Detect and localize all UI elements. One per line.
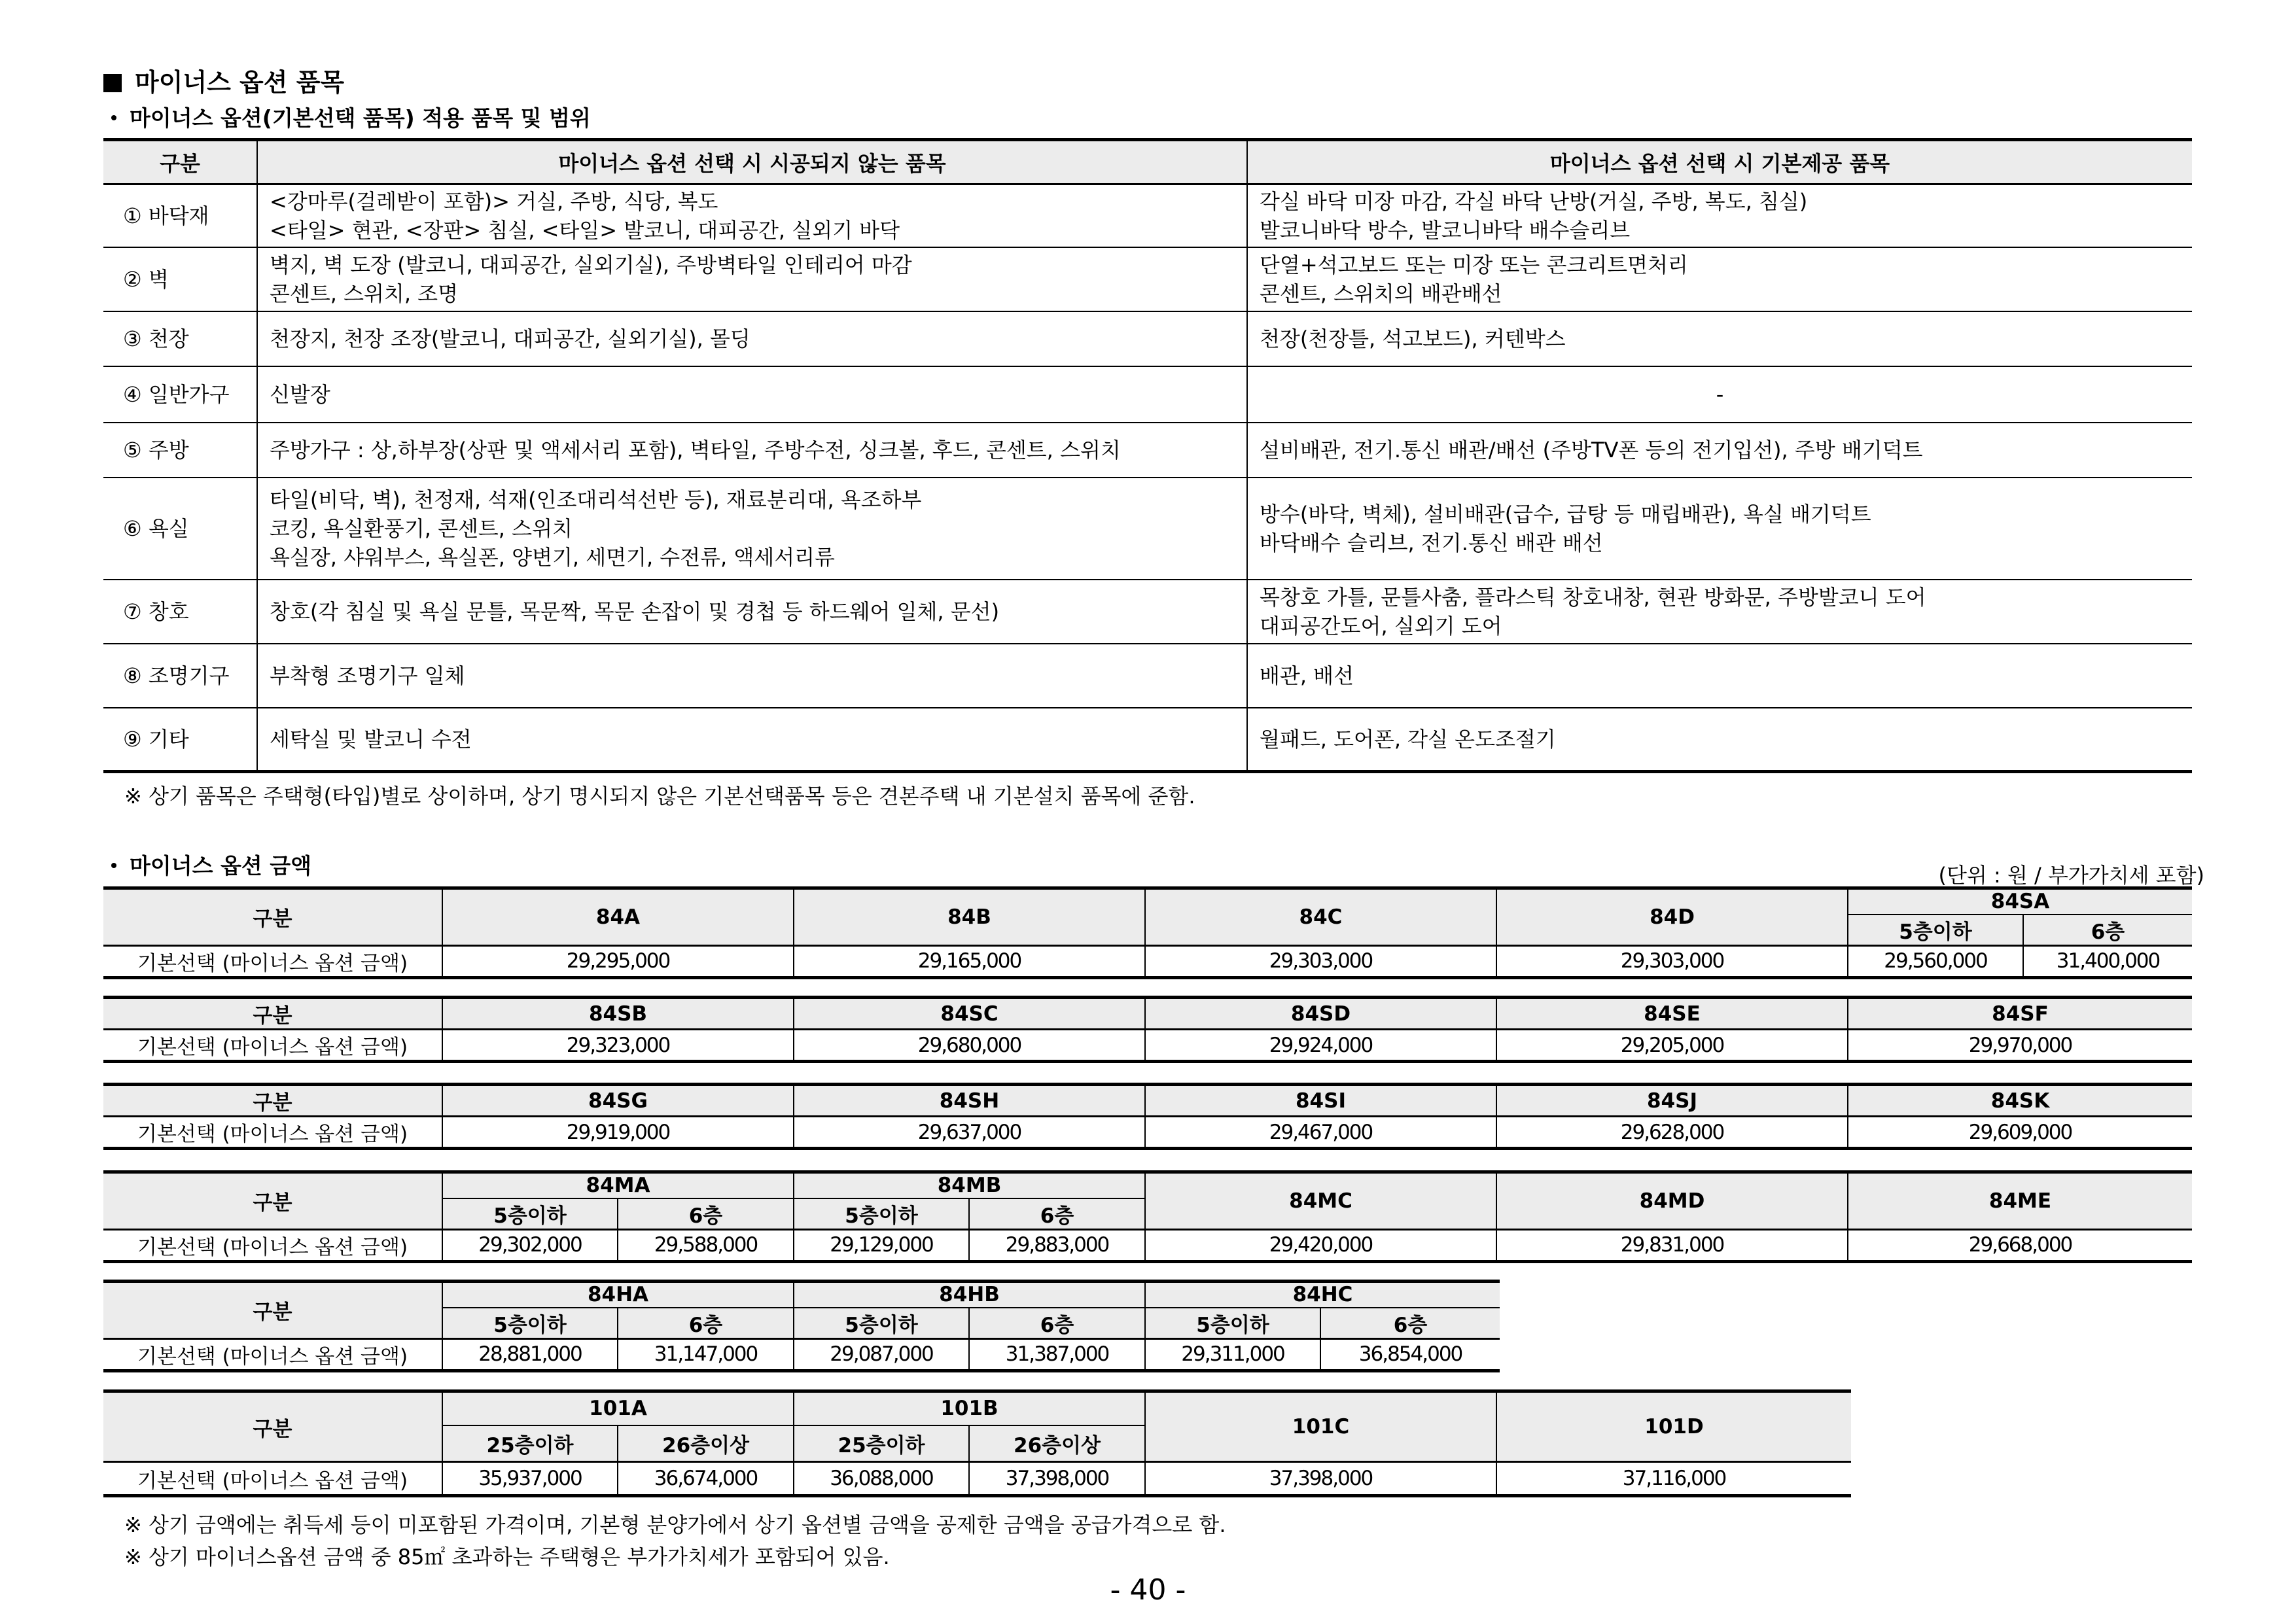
value-84si: 29,467,000	[1145, 1117, 1496, 1149]
value-84hb-6-floor: 31,387,000	[969, 1338, 1145, 1370]
provided-items-cell	[1247, 644, 2192, 708]
value-84sh: 29,637,000	[794, 1117, 1145, 1149]
sub-26-floor-or-above: 26층이상	[618, 1425, 794, 1462]
price-table-6	[103, 1389, 1851, 1497]
price-table-5-value-row	[103, 1338, 1500, 1370]
square-bullet-icon	[103, 74, 122, 92]
value-84sd: 29,924,000	[1145, 1030, 1496, 1062]
price-table-5-type-row	[103, 1282, 1500, 1308]
gubun-header: 구분	[103, 1172, 442, 1230]
price-note-2: ※ 상기 마이너스옵션 금액 중 85㎡ 초과하는 주택형은 부가가치세가 포함되어 있음.	[124, 1544, 890, 1569]
provided-items-cell	[1247, 366, 2192, 423]
row-label: 기본선택 (마이너스 옵션 금액)	[103, 1030, 442, 1062]
type-84sh: 84SH	[794, 1085, 1145, 1117]
price-table-4	[103, 1170, 2192, 1263]
items-row	[103, 366, 2192, 423]
type-101d: 101D	[1496, 1391, 1851, 1462]
provided-item-line: 대피공간도어, 실외기 도어	[1260, 613, 1502, 638]
excluded-item-line: <타일> 현관, <장판> 침실, <타일> 발코니, 대피공간, 실외기 바닥	[270, 217, 900, 243]
type-84sc: 84SC	[794, 998, 1145, 1030]
value-84mc: 29,420,000	[1145, 1229, 1496, 1261]
excluded-item-line: 주방가구 : 상,하부장(상판 및 액세서리 포함), 벽타일, 주방수전, 싱크볼, 후드, 콘센트, 스위치	[270, 437, 1121, 462]
excluded-item-line: <강마루(걸레받이 포함)> 거실, 주방, 식당, 복도	[270, 188, 718, 214]
price-table-2-type-row	[103, 998, 2192, 1030]
provided-item-line: 목창호 가틀, 문틀사춤, 플라스틱 창호내창, 현관 방화문, 주방발코니 도어	[1260, 584, 1926, 610]
excluded-item-line: 벽지, 벽 도장 (발코니, 대피공간, 실외기실), 주방벽타일 인테리어 마감	[270, 252, 912, 277]
items-note: ※ 상기 품목은 주택형(타입)별로 상이하며, 상기 명시되지 않은 기본선택품목 등은 견본주택 내 기본설치 품목에 준함.	[124, 784, 1195, 809]
items-row-label: ⑨ 기타	[103, 708, 257, 772]
price-table-3	[103, 1083, 2192, 1150]
excluded-item-line: 세탁실 및 발코니 수전	[270, 726, 472, 752]
value-84d: 29,303,000	[1496, 945, 1848, 977]
value-84sj: 29,628,000	[1496, 1117, 1848, 1149]
excluded-items-cell	[257, 311, 1247, 366]
type-84me: 84ME	[1848, 1172, 2192, 1230]
sub-6-floor: 6층	[1320, 1308, 1500, 1339]
items-header-provided: 마이너스 옵션 선택 시 기본제공 품목	[1247, 140, 2192, 184]
price-table-4-type-row	[103, 1172, 2192, 1198]
sub-6-floor: 6층	[969, 1198, 1145, 1230]
items-row-label: ⑥ 욕실	[103, 478, 257, 580]
type-84si: 84SI	[1145, 1085, 1496, 1117]
type-84b: 84B	[794, 888, 1145, 946]
items-row-label: ④ 일반가구	[103, 366, 257, 423]
gubun-header: 구분	[103, 1391, 442, 1462]
type-101a: 101A	[442, 1391, 794, 1425]
provided-items-cell	[1247, 478, 2192, 580]
type-84c: 84C	[1145, 888, 1496, 946]
items-row-label: ① 바닥재	[103, 184, 257, 247]
value-84mb-6-floor: 29,883,000	[969, 1229, 1145, 1261]
value-84sa-5-floor: 29,560,000	[1848, 945, 2023, 977]
value-84a: 29,295,000	[442, 945, 794, 977]
provided-item-line: 월패드, 도어폰, 각실 온도조절기	[1260, 726, 1556, 752]
value-84hc-5-floor: 29,311,000	[1145, 1338, 1320, 1370]
type-84md: 84MD	[1496, 1172, 1848, 1230]
excluded-item-line: 부착형 조명기구 일체	[270, 663, 465, 688]
type-101b: 101B	[794, 1391, 1145, 1425]
unit-note: (단위 : 원 / 부가가치세 포함)	[1938, 863, 2204, 888]
dot-bullet-icon	[111, 863, 116, 868]
provided-item-line: 각실 바닥 미장 마감, 각실 바닥 난방(거실, 주방, 복도, 침실)	[1260, 188, 1808, 214]
items-row-label: ③ 천장	[103, 311, 257, 366]
provided-items-cell	[1247, 184, 2192, 247]
type-84sj: 84SJ	[1496, 1085, 1848, 1117]
provided-item-line: 발코니바닥 방수, 발코니바닥 배수슬리브	[1260, 217, 1631, 243]
sub-6-floor: 6층	[618, 1198, 794, 1230]
price-table-3-value-row	[103, 1117, 2192, 1149]
items-row-label: ⑤ 주방	[103, 423, 257, 478]
items-row-label: ⑧ 조명기구	[103, 644, 257, 708]
sub-6-floor: 6층	[618, 1308, 794, 1339]
items-row-label: ⑦ 창호	[103, 580, 257, 644]
excluded-items-cell	[257, 708, 1247, 772]
provided-items-cell	[1247, 423, 2192, 478]
value-84sa-6-floor: 31,400,000	[2023, 945, 2192, 977]
sub-25-floor-or-below: 25층이하	[442, 1425, 618, 1462]
items-header-excluded: 마이너스 옵션 선택 시 시공되지 않는 품목	[257, 140, 1247, 184]
value-84c: 29,303,000	[1145, 945, 1496, 977]
type-101c: 101C	[1145, 1391, 1496, 1462]
type-84ma: 84MA	[442, 1172, 794, 1198]
price-table-2	[103, 996, 2192, 1063]
value-84hb-5-floor: 29,087,000	[794, 1338, 969, 1370]
gubun-header: 구분	[103, 1282, 442, 1339]
excluded-item-line: 신발장	[270, 381, 330, 407]
sub-26-floor-or-above: 26층이상	[969, 1425, 1145, 1462]
type-84se: 84SE	[1496, 998, 1848, 1030]
type-84sk: 84SK	[1848, 1085, 2192, 1117]
items-row-label: ② 벽	[103, 247, 257, 311]
excluded-items-cell	[257, 580, 1247, 644]
items-row	[103, 580, 2192, 644]
items-row	[103, 247, 2192, 311]
type-84sb: 84SB	[442, 998, 794, 1030]
provided-items-cell	[1247, 580, 2192, 644]
sub-5-floor-or-below: 5층이하	[442, 1308, 618, 1339]
row-label: 기본선택 (마이너스 옵션 금액)	[103, 1462, 442, 1496]
price-table-1	[103, 886, 2192, 979]
excluded-item-line: 타일(비닥, 벽), 천정재, 석재(인조대리석선반 등), 재료분리대, 욕조하부	[270, 487, 922, 512]
price-table-3-type-row	[103, 1085, 2192, 1117]
sub-6-floor: 6층	[2023, 915, 2192, 946]
sub-5-floor-or-below: 5층이하	[442, 1198, 618, 1230]
row-label: 기본선택 (마이너스 옵션 금액)	[103, 1229, 442, 1261]
type-84a: 84A	[442, 888, 794, 946]
provided-item-line: 방수(바닥, 벽체), 설비배관(급수, 급탕 등 매립배관), 욕실 배기덕트	[1260, 501, 1871, 527]
value-84sf: 29,970,000	[1848, 1030, 2192, 1062]
provided-items-cell	[1247, 708, 2192, 772]
gubun-header: 구분	[103, 1085, 442, 1117]
provided-item-line: 바닥배수 슬리브, 전기.통신 배관 배선	[1260, 530, 1603, 555]
excluded-item-line: 천장지, 천장 조장(발코니, 대피공간, 실외기실), 몰딩	[270, 326, 751, 351]
type-84hb: 84HB	[794, 1282, 1145, 1308]
type-84sf: 84SF	[1848, 998, 2192, 1030]
row-label: 기본선택 (마이너스 옵션 금액)	[103, 1117, 442, 1149]
gubun-header: 구분	[103, 998, 442, 1030]
excluded-items-cell	[257, 478, 1247, 580]
value-101b-25-floor: 36,088,000	[794, 1462, 969, 1496]
sub-5-floor-or-below: 5층이하	[1848, 915, 2023, 946]
type-84sa: 84SA	[1848, 888, 2192, 915]
excluded-items-cell	[257, 366, 1247, 423]
price-subtitle: 마이너스 옵션 금액	[111, 849, 311, 880]
value-84sg: 29,919,000	[442, 1117, 794, 1149]
items-subtitle: 마이너스 옵션(기본선택 품목) 적용 품목 및 범위	[111, 101, 591, 132]
provided-item-line: -	[1716, 381, 1724, 407]
dot-bullet-icon	[111, 115, 116, 120]
type-84mc: 84MC	[1145, 1172, 1496, 1230]
provided-item-line: 설비배관, 전기.통신 배관/배선 (주방TV폰 등의 전기입선), 주방 배기덕트	[1260, 437, 1923, 462]
value-84mb-5-floor: 29,129,000	[794, 1229, 969, 1261]
value-84ma-6-floor: 29,588,000	[618, 1229, 794, 1261]
items-row	[103, 478, 2192, 580]
type-84sg: 84SG	[442, 1085, 794, 1117]
row-label: 기본선택 (마이너스 옵션 금액)	[103, 945, 442, 977]
value-101c: 37,398,000	[1145, 1462, 1496, 1496]
type-84d: 84D	[1496, 888, 1848, 946]
provided-items-cell	[1247, 311, 2192, 366]
sub-5-floor-or-below: 5층이하	[1145, 1308, 1320, 1339]
value-101b-26-floor: 37,398,000	[969, 1462, 1145, 1496]
price-table-6-type-row	[103, 1391, 1851, 1425]
value-84se: 29,205,000	[1496, 1030, 1848, 1062]
provided-item-line: 단열+석고보드 또는 미장 또는 콘크리트면처리	[1260, 252, 1688, 277]
row-label: 기본선택 (마이너스 옵션 금액)	[103, 1338, 442, 1370]
items-row	[103, 423, 2192, 478]
price-table-5	[103, 1280, 1500, 1372]
value-84md: 29,831,000	[1496, 1229, 1848, 1261]
price-table-6-value-row	[103, 1462, 1851, 1496]
sub-6-floor: 6층	[969, 1308, 1145, 1339]
value-84sc: 29,680,000	[794, 1030, 1145, 1062]
sub-5-floor-or-below: 5층이하	[794, 1198, 969, 1230]
price-note-1: ※ 상기 금액에는 취득세 등이 미포함된 가격이며, 기본형 분양가에서 상기 옵션별 금액을 공제한 금액을 공급가격으로 함.	[124, 1512, 1226, 1537]
items-row	[103, 311, 2192, 366]
value-84hc-6-floor: 36,854,000	[1320, 1338, 1500, 1370]
excluded-item-line: 코킹, 욕실환풍기, 콘센트, 스위치	[270, 515, 573, 541]
items-header-row	[103, 140, 2192, 184]
type-84sd: 84SD	[1145, 998, 1496, 1030]
provided-item-line: 콘센트, 스위치의 배관배선	[1260, 281, 1502, 306]
price-table-2-value-row	[103, 1030, 2192, 1062]
value-84ha-6-floor: 31,147,000	[618, 1338, 794, 1370]
section-title: 마이너스 옵션 품목	[103, 62, 344, 98]
items-row	[103, 184, 2192, 247]
items-row	[103, 708, 2192, 772]
gubun-header: 구분	[103, 888, 442, 946]
value-84ha-5-floor: 28,881,000	[442, 1338, 618, 1370]
items-header-gubun: 구분	[103, 140, 257, 184]
excluded-items-cell	[257, 247, 1247, 311]
excluded-item-line: 창호(각 침실 및 욕실 문틀, 목문짝, 목문 손잡이 및 경첩 등 하드웨어 일체, 문선)	[270, 599, 1000, 624]
sub-25-floor-or-below: 25층이하	[794, 1425, 969, 1462]
value-101a-25-floor: 35,937,000	[442, 1462, 618, 1496]
value-84me: 29,668,000	[1848, 1229, 2192, 1261]
type-84ha: 84HA	[442, 1282, 794, 1308]
items-table	[103, 138, 2192, 773]
sub-5-floor-or-below: 5층이하	[794, 1308, 969, 1339]
type-84hc: 84HC	[1145, 1282, 1500, 1308]
type-84mb: 84MB	[794, 1172, 1145, 1198]
price-table-1-value-row	[103, 945, 2192, 977]
value-101d: 37,116,000	[1496, 1462, 1851, 1496]
excluded-items-cell	[257, 423, 1247, 478]
provided-items-cell	[1247, 247, 2192, 311]
excluded-items-cell	[257, 644, 1247, 708]
price-table-1-type-row	[103, 888, 2192, 915]
provided-item-line: 천장(천장틀, 석고보드), 커텐박스	[1260, 326, 1566, 351]
value-84b: 29,165,000	[794, 945, 1145, 977]
provided-item-line: 배관, 배선	[1260, 663, 1354, 688]
value-84sk: 29,609,000	[1848, 1117, 2192, 1149]
excluded-items-cell	[257, 184, 1247, 247]
excluded-item-line: 콘센트, 스위치, 조명	[270, 281, 458, 306]
page-number: - 40 -	[1110, 1573, 1186, 1607]
items-row	[103, 644, 2192, 708]
value-84sb: 29,323,000	[442, 1030, 794, 1062]
value-101a-26-floor: 36,674,000	[618, 1462, 794, 1496]
price-table-4-value-row	[103, 1229, 2192, 1261]
excluded-item-line: 욕실장, 샤워부스, 욕실폰, 양변기, 세면기, 수전류, 액세서리류	[270, 544, 835, 570]
value-84ma-5-floor: 29,302,000	[442, 1229, 618, 1261]
